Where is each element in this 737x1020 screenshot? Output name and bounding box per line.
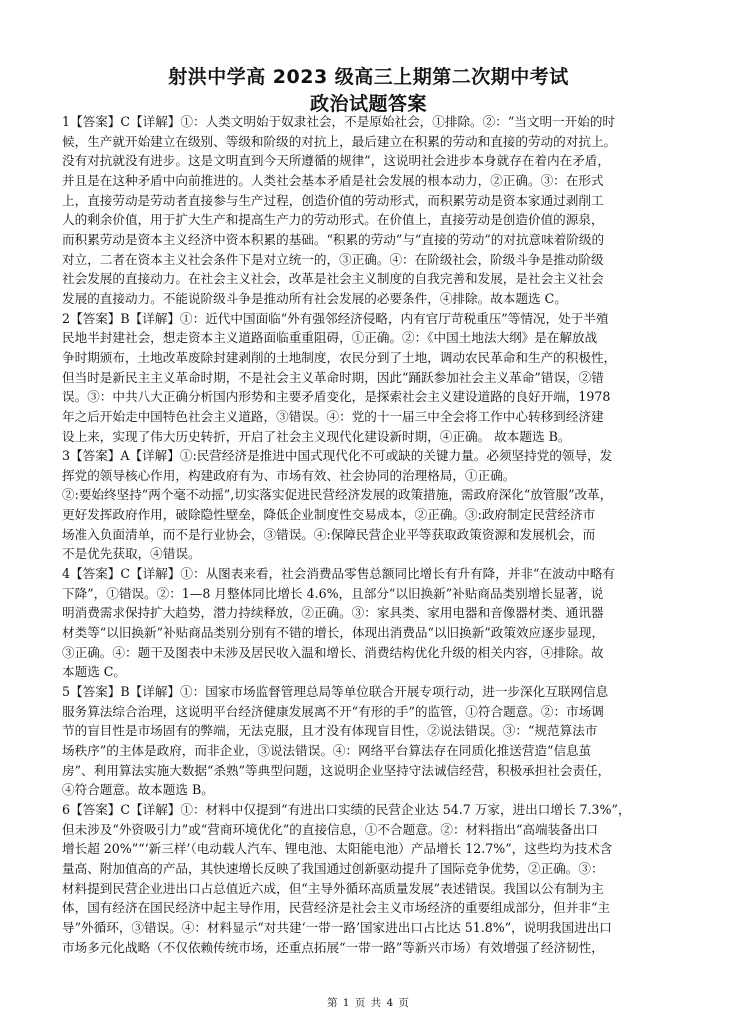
answer-item-5: 5【答案】B【详解】①：国家市场监督管理总局等单位联合开展专项行动，进一步深化互联网信息 服务算法综合治理，这说明平台经济健康发展离不开“有形的手”的监管，①符合题意。②：市场调 节的盲目性是市场固有的弊端，无法克服，且才没有体现盲目性，②说法错误。③：“规范算法市 场秩序”的主体是政府，而非企业，③说法错误。④：网络平台算法存在同质化推送营造“信息茧 房”、利用算法实施大数据“杀熟”等典型问题，这说明企业坚持守法诚信经营，积极承担社会责任， ④符合题意。故本题选 B。 [62,684,611,798]
answer-item-2: 2【答案】B【详解】①：近代中国面临“外有强邻经济侵略，内有官厅苛税重压”等情况，处于半殖 民地半封建社会，想走资本主义道路面临重重阻碍，①正确。②：《中国土地法大纲》是在解放战 争时期颁布，土地改革废除封建剥削的土地制度，农民分到了土地，调动农民革命和生产的积极性， 但当时是新民主主义革命时期，不是社会主义革命时期，因此“踊跃参加社会主义革命”错误，②错 误。③：中共八大正确分析国内形势和主要矛盾变化，是探索社会主义建设道路的良好开端，1978 年之后开始走中国特色社会主义道路，③错误。④：党的十一届三中全会将工作中心转移到经济建 设上来，实现了伟大历史转折，开启了社会主义现代化建设新时期，④正确。 故本题选 B。 [62,310,617,444]
exam-subtitle: 政治试题答案 [309,93,427,115]
answer-item-1: 1【答案】C【详解】①：人类文明始于奴隶社会，不是原始社会，①排除。②：“当文明一开始的时 候，生产就开始建立在级别、等级和阶级的对抗上，最后建立在积累的劳动和直接的劳动的对抗上。 没有对抗就没有进步。这是文明直到今天所遵循的规律”，这说明社会进步本身就存在着内在矛盾， 并且是在这种矛盾中向前推进的。人类社会基本矛盾是社会发展的根本动力，②正确。③：在形式 上，直接劳动是劳动者直接参与生产过程，创造价值的劳动形式，而积累劳动是资本家通过剥削工 人的剩余价值，用于扩大生产和提高生产力的劳动形式。在价值上，直接劳动是创造价值的源泉， 而积累劳动是资本主义经济中资本积累的基础。“积累的劳动”与“直接的劳动”的对抗意味着阶级的 对立，二者在资本主义社会条件下是对立统一的，③正确。④：在阶级社会，阶级斗争是推动阶级 社会发展的直接动力。在社会主义社会，改革是社会主义制度的自我完善和发展，是社会主义社会 发展的直接动力。不能说阶级斗争是推动所有社会发展的必要条件，④排除。故本题选 C。 [62,114,617,306]
page-number: 第 1 页 共 4 页 [326,997,411,1009]
answer-item-6: 6【答案】C【详解】①：材料中仅提到“有进出口实绩的民营企业达 54.7 万家，进出口增长 7.3%”， 但未涉及“外资吸引力”或“营商环境优化”的直接信息，①不合题意。②：材料指出“高端装备出口 增长超 20%”“‘新三样’（电动载人汽车、锂电池、太阳能电池）产品增长 12.7%”，这些均为技术含 量高、附加值高的产品，其快速增长反映了我国通过创新驱动提升了国际竞争优势，②正确。③： 材料提到民营企业进出口占总值近六成，但“主导外循环高质量发展”表述错误。我国以公有制为主 体，国有经济在国民经济中起主导作用，民营经济是社会主义市场经济的重要组成部分，但并非“主 导”外循环，③错误。④：材料显示“对共建‘一带一路’国家进出口占比达 51.8%”，说明我国进出口 市场多元化战略（不仅依赖传统市场，还重点拓展“一带一路”等新兴市场）有效增强了经济韧性， [62,801,631,955]
answer-item-3: 3【答案】A【详解】①:民营经济是推进中国式现代化不可或缺的关键力量。必须坚持党的领导，发 挥党的领导核心作用，构建政府有为、市场有效、社会协同的治理格局，①正确。 ②:要始终坚持“两个毫不动摇”,切实落实促进民营经济发展的政策措施，需政府深化“放管服”改革， 更好发挥政府作用，破除隐性壁垒，降低企业制度性交易成本，②正确。③:政府制定民营经济市 场准入负面清单，而不是行业协会，③错误。④:保障民营企业平等获取政策资源和发展机会，而 不是优先获取，④错误。 [62,448,613,562]
answer-item-4: 4【答案】C【详解】①：从图表来看，社会消费品零售总额同比增长有升有降，并非“在波动中略有 下降”，①错误。②：1—8 月整体同比增长 4.6%，且部分“以旧换新”补贴商品类别增长显著，说 明消费需求保持扩大趋势，潜力持续释放，②正确。③：家具类、家用电器和音像器材类、通讯器 材类等“以旧换新”补贴商品类别分别有不错的增长，体现出消费品“以旧换新”政策效应逐步显现， ③正确。④：题干及图表中未涉及居民收入温和增长、消费结构优化升级的相关内容，④排除。故 本题选 C。 [62,566,616,680]
exam-title: 射洪中学高 2023 级高三上期第二次期中考试 [168,66,569,88]
answer-body [62,112,686,957]
